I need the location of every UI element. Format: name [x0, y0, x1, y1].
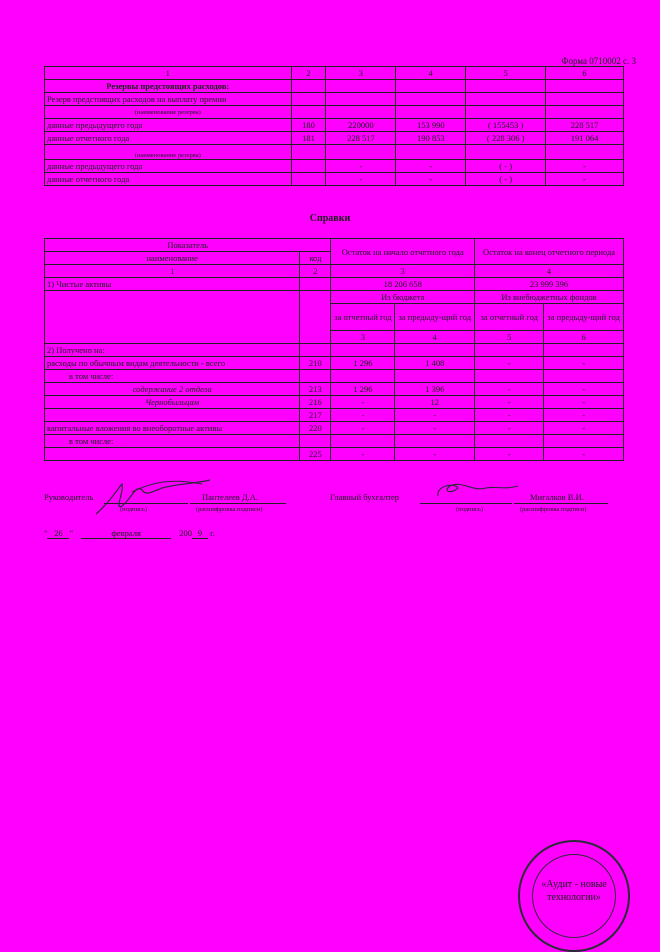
reference-table [44, 238, 624, 461]
cell: - [331, 396, 395, 409]
cell: ( 228 306 ) [466, 132, 546, 145]
header-cur2: за отчетный год [475, 304, 544, 331]
num-cell: 4 [395, 331, 475, 344]
cell: 1 296 [331, 383, 395, 396]
table-row [45, 409, 624, 422]
accountant-label: Главный бухгалтер [330, 492, 400, 502]
col-num: 2 [291, 67, 326, 80]
header-prev: за предыду-щий год [395, 304, 475, 331]
table-row [45, 396, 624, 409]
stamp-text: «Аудит - новые технологии» [541, 879, 607, 903]
date-month: февраля [81, 528, 171, 539]
cell: 220000 [326, 119, 396, 132]
cell: - [544, 422, 624, 435]
cell: - [475, 409, 544, 422]
reference-title: Справки [309, 213, 351, 224]
received-label: 2) Получено на: [45, 344, 300, 357]
table-row [45, 422, 624, 435]
num-cell: 4 [475, 265, 624, 278]
row-label: содержание 2 отдела [45, 383, 300, 396]
header-name: наименование [45, 252, 300, 265]
row-label [45, 409, 300, 422]
num-cell: 3 [331, 331, 395, 344]
date-line: " 26 " февраля 200 9 г. [44, 528, 215, 538]
cell: 228 517 [326, 132, 396, 145]
header-start: Остаток на начало отчетного года [331, 239, 475, 265]
row-label: данные отчетного года [45, 132, 292, 145]
table-row [45, 357, 624, 370]
accountant-signature-icon [432, 478, 522, 504]
header-end: Остаток на конец отчетного периода [475, 239, 624, 265]
cell: - [326, 160, 396, 173]
table-row [45, 132, 624, 145]
row-code: 181 [291, 132, 326, 145]
cell: 1 408 [395, 357, 475, 370]
header-cur: за отчетный год [331, 304, 395, 331]
row-code: 180 [291, 119, 326, 132]
cell: ( 155453 ) [466, 119, 546, 132]
cell: - [544, 396, 624, 409]
cell: - [396, 160, 466, 173]
cell: - [475, 448, 544, 461]
cell: - [475, 357, 544, 370]
accountant-name: Мигалков В.И. [530, 492, 584, 502]
table-row [45, 278, 624, 291]
table-row [45, 173, 624, 186]
row-code: 216 [300, 396, 331, 409]
num-cell: 5 [475, 331, 544, 344]
cell: - [331, 422, 395, 435]
col-num: 6 [546, 67, 624, 80]
num-cell: 6 [544, 331, 624, 344]
blank-caption: (наименование резерва) [45, 145, 292, 160]
col-num: 3 [326, 67, 396, 80]
row-label [45, 448, 300, 461]
cell: - [544, 409, 624, 422]
cell: 1 396 [395, 383, 475, 396]
date-year-prefix: 200 [179, 528, 192, 538]
head-sig-caption: (подпись) [120, 506, 147, 513]
date-day: 26 [47, 528, 69, 539]
column-numbers-row [45, 67, 624, 80]
table-row [45, 435, 624, 448]
row-code: 220 [300, 422, 331, 435]
header-code: код [300, 252, 331, 265]
cell: 1 296 [331, 357, 395, 370]
col-num: 1 [45, 67, 292, 80]
cell: - [475, 383, 544, 396]
cell: - [395, 409, 475, 422]
cell: ( - ) [466, 173, 546, 186]
accountant-decode-caption: (расшифровка подписи) [520, 506, 587, 513]
accountant-sig-caption: (подпись) [456, 506, 483, 513]
date-year-suffix: 9 [192, 528, 208, 539]
cell: 228 517 [546, 119, 624, 132]
cell: - [544, 357, 624, 370]
reserve-caption: (наименование резерва) [45, 106, 292, 119]
row-label: расходы по обычным видам деятельности - всего [45, 357, 300, 370]
header-budget: Из бюджета [331, 291, 475, 304]
table-row [45, 383, 624, 396]
cell: - [475, 396, 544, 409]
cell: - [396, 173, 466, 186]
cell: - [395, 448, 475, 461]
cell: - [544, 383, 624, 396]
head-label: Руководитель [44, 492, 94, 502]
cell: 190 853 [396, 132, 466, 145]
row-label: капитальные вложения во внеоборотные активы [45, 422, 300, 435]
company-stamp [518, 840, 630, 952]
cell: 18 206 658 [331, 278, 475, 291]
date-year-unit: г. [210, 528, 215, 538]
reserve-name: Резерв предстоящих расходов на выплату премии [45, 93, 292, 106]
header-prev2: за предыду-щий год [544, 304, 624, 331]
cell: 23 999 396 [475, 278, 624, 291]
num-cell: 3 [331, 265, 475, 278]
row-code: 213 [300, 383, 331, 396]
header-offbudget: Из внебюджетных фондов [475, 291, 624, 304]
row-label: данные предыдущего года [45, 160, 292, 173]
cell: 12 [395, 396, 475, 409]
table-row [45, 160, 624, 173]
cell: ( - ) [466, 160, 546, 173]
table-row [45, 448, 624, 461]
head-name: Пантелеев Д.А. [202, 492, 259, 502]
table-row [45, 370, 624, 383]
head-decode-caption: (расшифровка подписи) [196, 506, 263, 513]
col-num: 5 [466, 67, 546, 80]
row-label: данные предыдущего года [45, 119, 292, 132]
row-label: 1) Чистые активы [45, 278, 300, 291]
row-code: 217 [300, 409, 331, 422]
form-code: Форма 0710002 с. 3 [561, 56, 636, 66]
row-label: Чернобыльцам [45, 396, 300, 409]
cell: 153 990 [396, 119, 466, 132]
row-label: в том числе: [45, 370, 300, 383]
num-cell: 2 [300, 265, 331, 278]
cell: - [326, 173, 396, 186]
cell: - [395, 422, 475, 435]
row-label: в том числе: [45, 435, 300, 448]
cell: - [546, 160, 624, 173]
cell: 191 064 [546, 132, 624, 145]
col-num: 4 [396, 67, 466, 80]
num-cell: 1 [45, 265, 300, 278]
reserves-table [44, 66, 624, 186]
cell: - [331, 448, 395, 461]
section-title: Резервы предстоящих расходов: [45, 80, 292, 93]
cell: - [331, 409, 395, 422]
cell: - [475, 422, 544, 435]
row-label: данные отчетного года [45, 173, 292, 186]
cell: - [546, 173, 624, 186]
row-code: 225 [300, 448, 331, 461]
table-row [45, 119, 624, 132]
cell: - [544, 448, 624, 461]
row-code: 210 [300, 357, 331, 370]
header-indicator: Показатель [45, 239, 331, 252]
